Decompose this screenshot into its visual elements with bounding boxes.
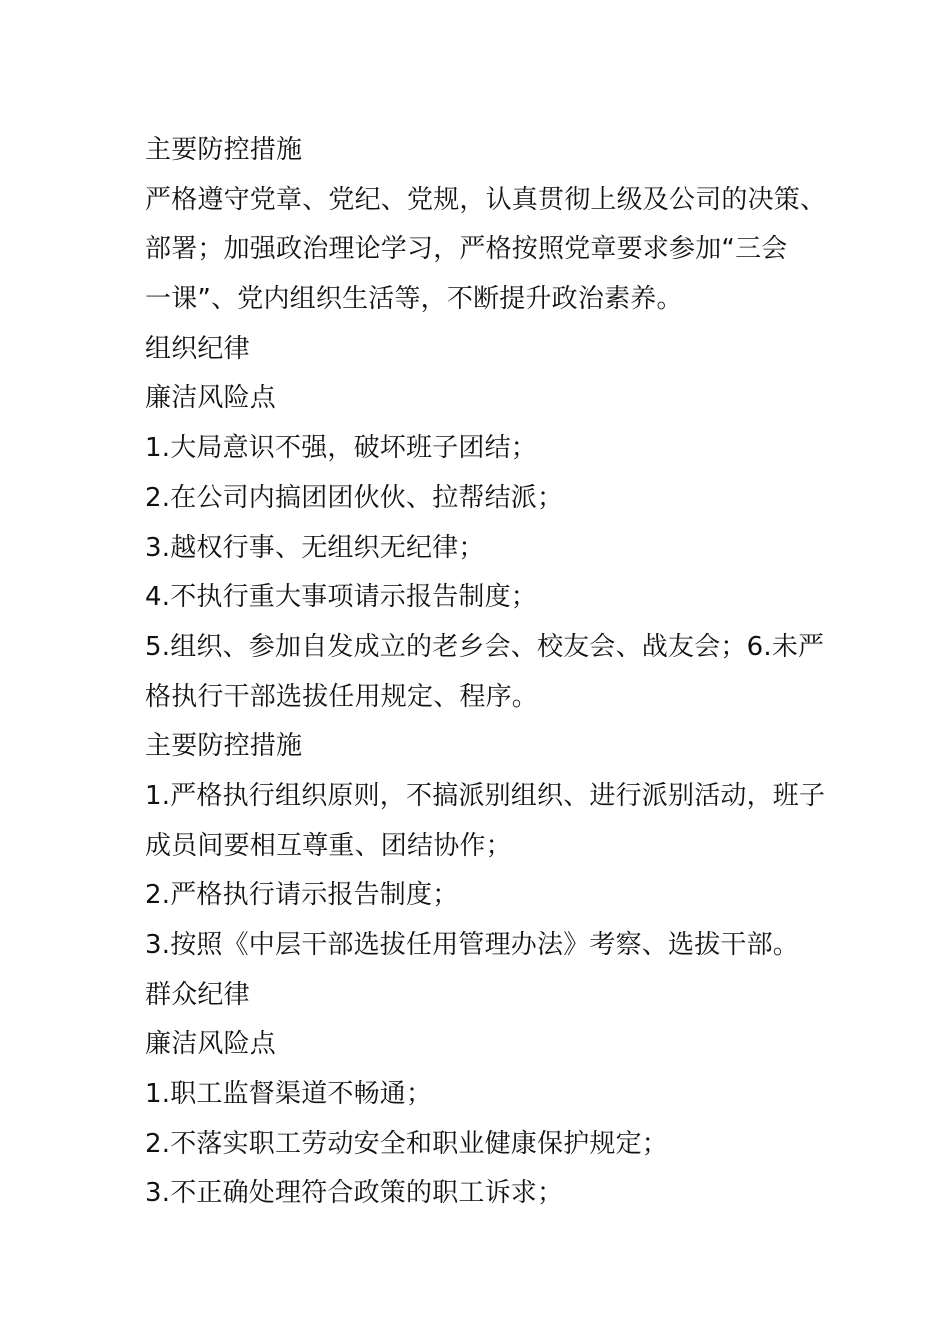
paragraph-line: 部署；加强政治理论学习，严格按照党章要求参加“三会: [145, 234, 788, 265]
document-body: [145, 126, 827, 1219]
list-item: 格执行干部选拔任用规定、程序。: [145, 681, 539, 712]
list-item: 4.不执行重大事项请示报告制度；: [145, 582, 538, 613]
list-item: 1.大局意识不强，破坏班子团结；: [145, 433, 538, 464]
list-item: 2.严格执行请示报告制度；: [145, 880, 459, 911]
list-item: 成员间要相互尊重、团结协作；: [145, 830, 512, 861]
paragraph-line: 严格遵守党章、党纪、党规，认真贯彻上级及公司的决策、: [145, 184, 827, 215]
list-item: 2.在公司内搞团团伙伙、拉帮结派；: [145, 482, 564, 513]
section-heading: 主要防控措施: [145, 731, 303, 762]
list-item: 5.组织、参加自发成立的老乡会、校友会、战友会；6.未严: [145, 631, 825, 662]
section-heading: 廉洁风险点: [145, 1029, 277, 1060]
section-heading: 主要防控措施: [145, 135, 303, 165]
section-heading: 组织纪律: [145, 333, 250, 364]
section-heading: 群众纪律: [145, 979, 250, 1010]
paragraph-line: 一课”、党内组织生活等，不断提升政治素养。: [145, 284, 683, 315]
section-heading: 廉洁风险点: [145, 383, 277, 414]
list-item: 1.职工监督渠道不畅通；: [145, 1079, 433, 1110]
list-item: 3.越权行事、无组织无纪律；: [145, 532, 485, 563]
list-item: 3.不正确处理符合政策的职工诉求；: [145, 1178, 564, 1209]
list-item: 2.不落实职工劳动安全和职业健康保护规定；: [145, 1128, 669, 1159]
list-item: 3.按照《中层干部选拔任用管理办法》考察、选拔干部。: [145, 930, 800, 960]
list-item: 1.严格执行组织原则，不搞派别组织、进行派别活动，班子: [145, 780, 826, 811]
